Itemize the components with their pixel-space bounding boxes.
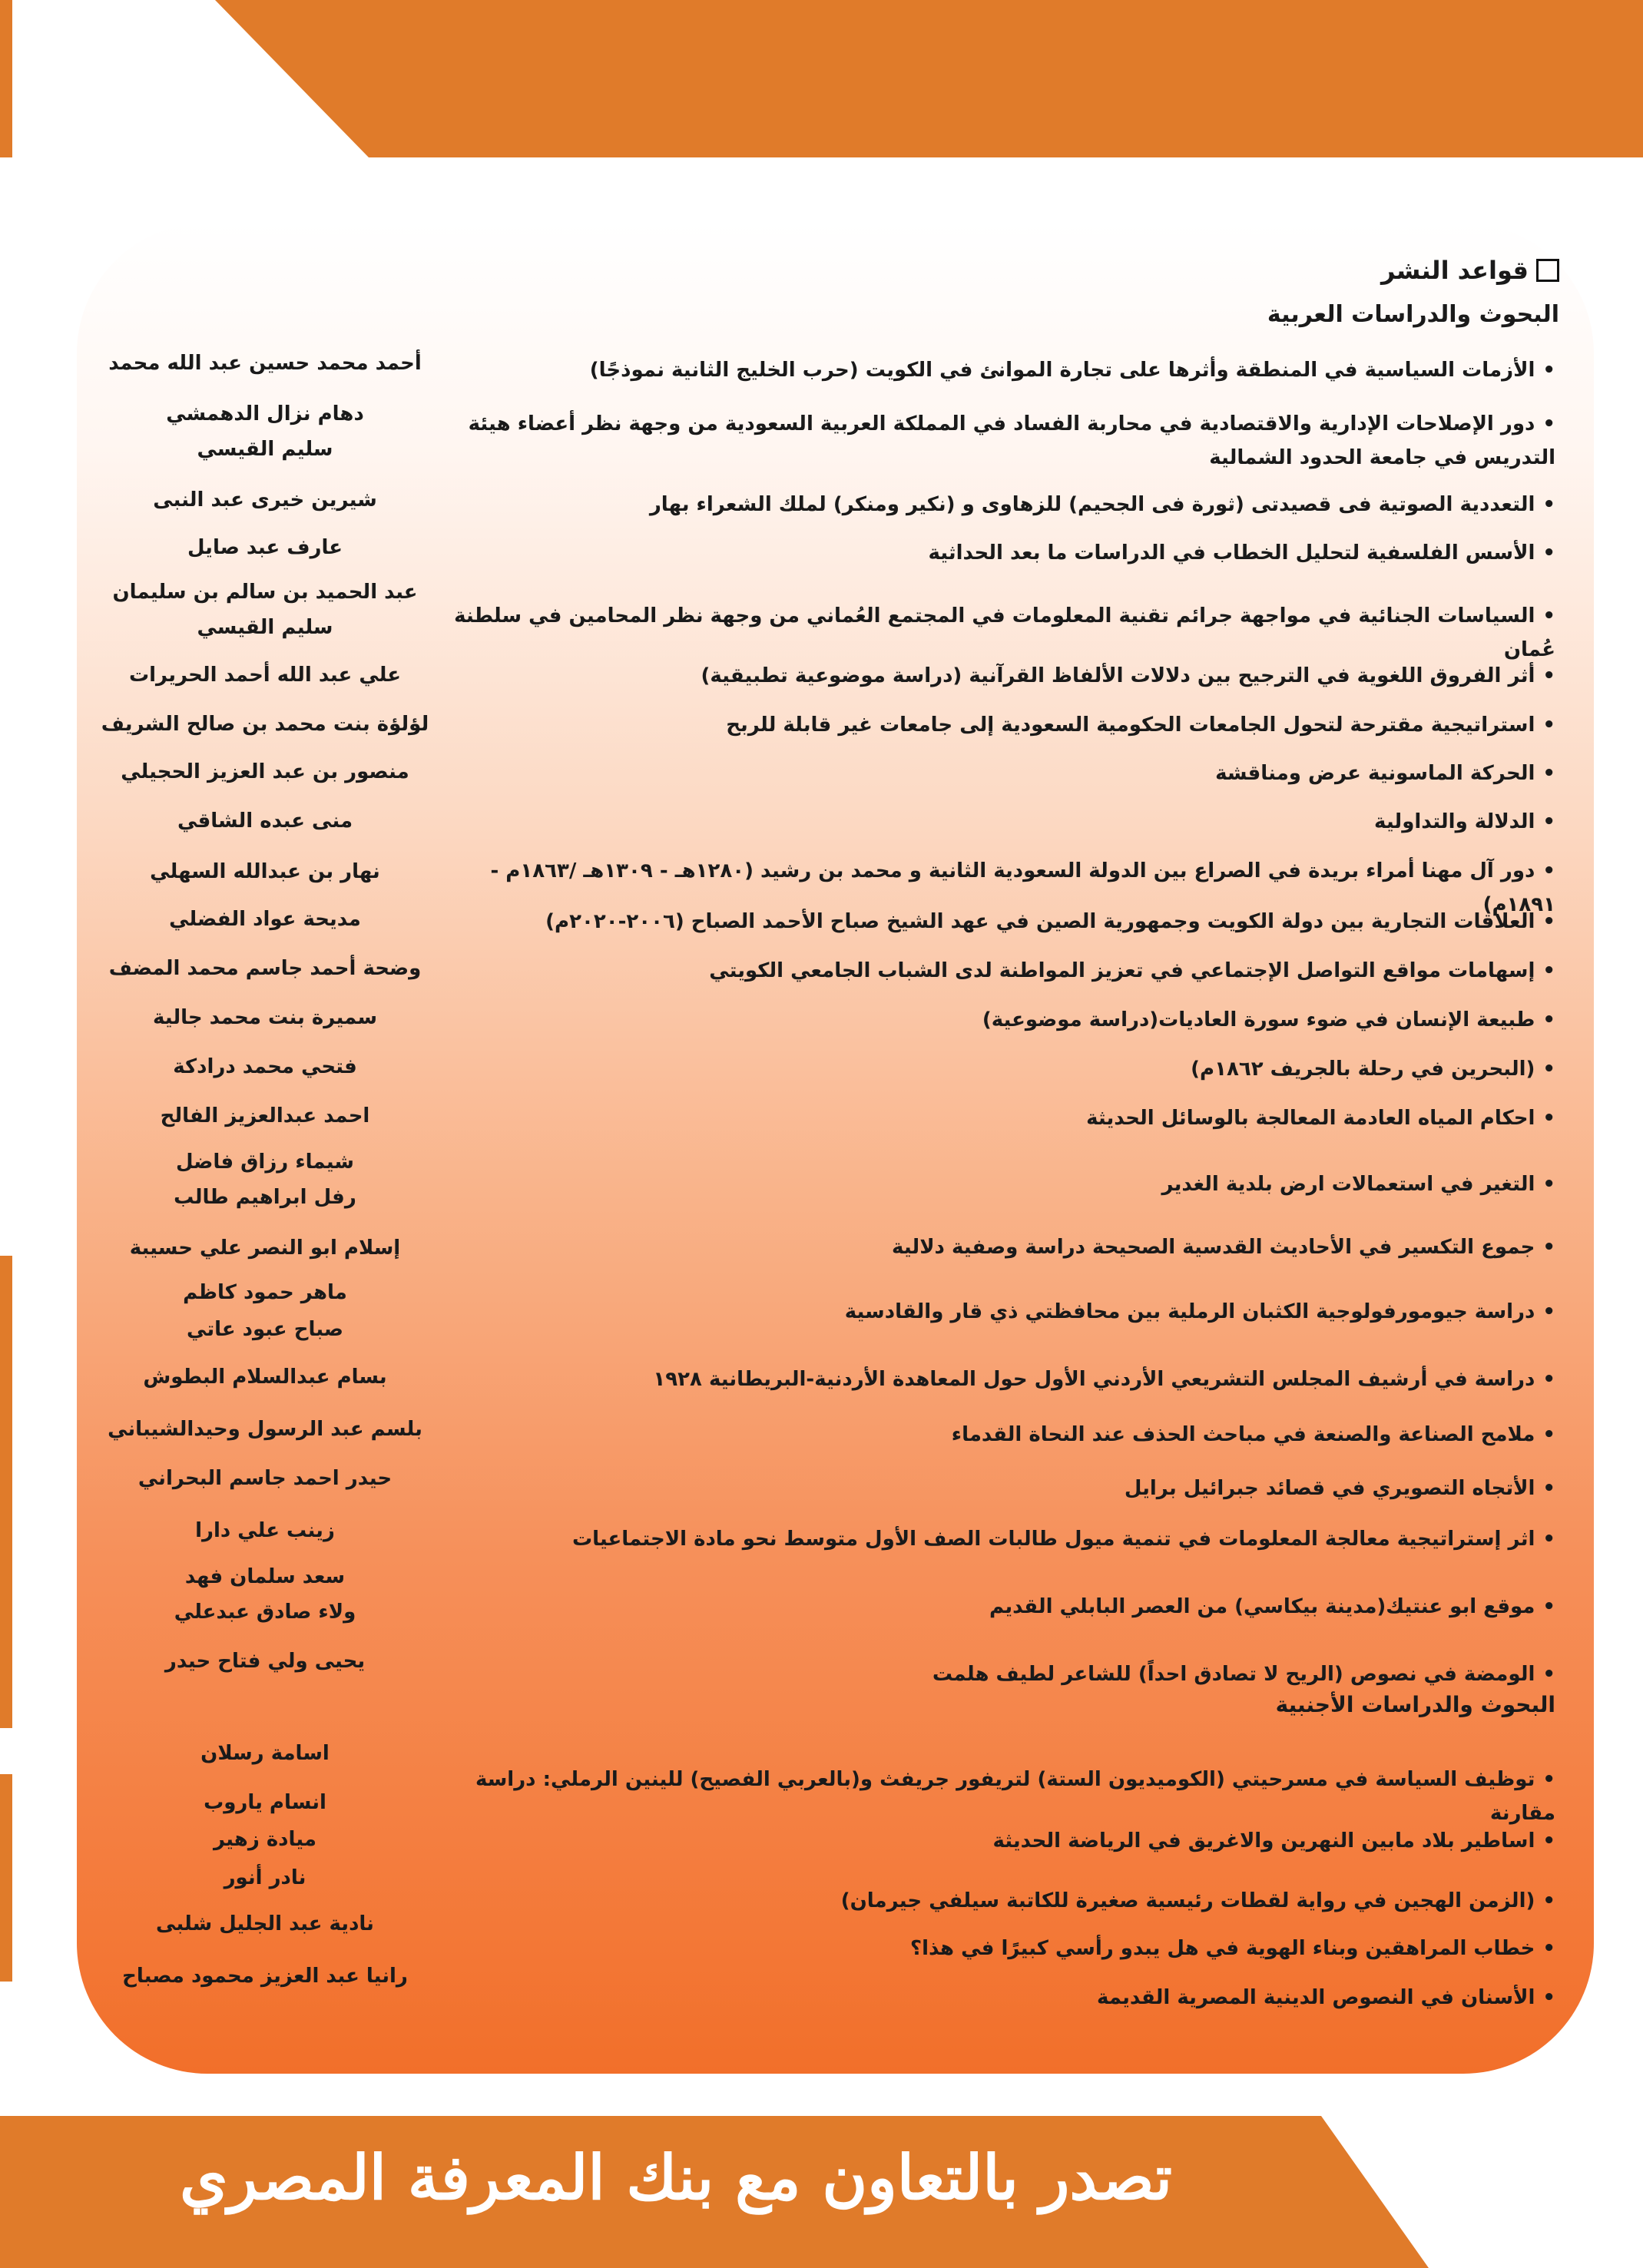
article-title [449, 1295, 1555, 1329]
article-title [449, 599, 1555, 667]
bullet-icon: • [1542, 1368, 1555, 1391]
article-title [449, 805, 1555, 839]
article-title [449, 1590, 1555, 1624]
article-title-text: استراتيجية مقترحة لتحول الجامعات الحكومية السعودية إلى جامعات غير قابلة للربح [726, 714, 1535, 737]
article-title-text: الأسنان في النصوص الدينية المصرية القديمة [1096, 1986, 1535, 2009]
bullet-icon: • [1542, 859, 1555, 882]
article-title-text: دور آل مهنا أمراء بريدة في الصراع بين الدولة السعودية الثانية و محمد بن رشيد (١٢٨٠هـ - ١٣٠٩هـ /١٨٦٣م - ١٨٩١م) [490, 859, 1555, 916]
author-name: عبد الحميد بن سالم بن سليمان [112, 581, 418, 604]
bullet-icon: • [1542, 412, 1555, 435]
bullet-icon: • [1542, 1300, 1555, 1323]
author-name: أحمد محمد حسين عبد الله محمد [108, 352, 422, 375]
article-title-text: الومضة في نصوص (الريح لا تصادق احداً) للشاعر لطيف هلمت [932, 1663, 1535, 1686]
article-title-text: (الزمن الهجين في رواية لقطات رئيسية صغيرة للكاتبة سيلفي جيرمان) [840, 1889, 1535, 1912]
article-title [449, 905, 1555, 939]
author-name: اسامة رسلان [200, 1742, 330, 1765]
footer-text: تصدر بالتعاون مع بنك المعرفة المصري [180, 2141, 1172, 2213]
bullet-icon: • [1542, 1937, 1555, 1960]
bullet-icon: • [1542, 1107, 1555, 1130]
article-title-text: إسهامات مواقع التواصل الإجتماعي في تعزيز المواطنة لدى الشباب الجامعي الكويتي [709, 959, 1535, 982]
article-title [449, 1003, 1555, 1037]
bullet-icon: • [1542, 664, 1555, 687]
bullet-icon: • [1542, 1829, 1555, 1852]
author-name: عارف عبد صايل [187, 536, 343, 559]
author-name: صباح عبود عاتي [187, 1318, 343, 1341]
article-title [449, 1884, 1555, 1918]
bullet-icon: • [1542, 1477, 1555, 1500]
author-name: فتحي محمد درادكة [173, 1055, 357, 1078]
bullet-icon: • [1542, 493, 1555, 516]
bullet-icon: • [1542, 959, 1555, 982]
checkbox-icon [1536, 259, 1559, 282]
article-title [449, 1052, 1555, 1086]
article-title-text: التغير في استعمالات ارض بلدية الغدير [1161, 1173, 1535, 1196]
article-title-text: العلاقات التجارية بين دولة الكويت وجمهورية الصين في عهد الشيخ صباح الأحمد الصباح (٢٠٠٦-٢٠٢٠م) [545, 910, 1535, 933]
bullet-icon: • [1542, 1986, 1555, 2009]
article-title [449, 1932, 1555, 1965]
article-title [449, 1763, 1555, 1830]
author-name: انسام ياروب [204, 1791, 326, 1814]
article-title-text: الحركة الماسونية عرض ومناقشة [1215, 762, 1535, 785]
article-title-text: الدلالة والتداولية [1374, 810, 1535, 833]
bullet-icon: • [1542, 541, 1555, 565]
article-title [449, 1824, 1555, 1858]
article-title [449, 1167, 1555, 1201]
author-name: وضحة أحمد جاسم محمد المضف [108, 957, 422, 980]
author-name: بسام عبدالسلام البطوش [143, 1366, 387, 1389]
article-title [449, 1472, 1555, 1505]
author-name: منى عبده الشاقي [177, 810, 353, 833]
arabic-section-heading: البحوث والدراسات العربية [1267, 301, 1559, 328]
author-name: إسلام ابو النصر علي حسيبة [129, 1237, 401, 1260]
article-title-text: التعددية الصوتية فى قصيدتى (ثورة فى الجحيم) للزهاوى و (نكير ومنكر) لملك الشعراء بهار [649, 493, 1535, 516]
bullet-icon: • [1542, 910, 1555, 933]
foreign-section-heading: البحوث والدراسات الأجنبية [1275, 1692, 1555, 1717]
article-title-text: احكام المياه العادمة المعالجة بالوسائل الحديثة [1086, 1107, 1535, 1130]
author-name: دهام نزال الدهمشي [166, 402, 364, 425]
bullet-icon: • [1542, 1595, 1555, 1618]
content-area [77, 223, 1594, 2074]
article-title-text: دراسة في أرشيف المجلس التشريعي الأردني الأول حول المعاهدة الأردنية-البريطانية ١٩٢٨ [653, 1368, 1535, 1391]
article-title [449, 1230, 1555, 1264]
article-title [449, 1981, 1555, 2015]
bullet-icon: • [1542, 762, 1555, 785]
article-title-text: اثر إستراتيجية معالجة المعلومات في تنمية ميول طالبات الصف الأول متوسط نحو مادة الاجتماعيات [571, 1528, 1535, 1551]
article-title [449, 1362, 1555, 1396]
bullet-icon: • [1542, 1173, 1555, 1196]
author-name: يحيى ولي فتاح حيدر [164, 1650, 366, 1673]
article-title-text: طبيعة الإنسان في ضوء سورة العاديات(دراسة موضوعية) [982, 1008, 1535, 1031]
author-name: علي عبد الله أحمد الحريرات [129, 664, 401, 687]
article-title [449, 659, 1555, 693]
author-name: نادر أنور [224, 1866, 306, 1889]
author-name: ميادة زهير [214, 1828, 316, 1851]
author-name: نهار بن عبدالله السهلي [150, 860, 380, 883]
left-edge-strip [0, 1256, 12, 1728]
article-title [449, 1657, 1555, 1691]
bullet-icon: • [1542, 359, 1555, 382]
article-title [449, 1101, 1555, 1135]
article-title [449, 353, 1555, 387]
bullet-icon: • [1542, 1663, 1555, 1686]
author-name: سعد سلمان فهد [184, 1565, 346, 1588]
article-title [449, 954, 1555, 988]
article-title [449, 1418, 1555, 1452]
article-title-text: الأتجاه التصويري في قصائد جبرائيل برايل [1124, 1477, 1535, 1500]
article-title-text: (البحرين في رحلة بالجريف ١٨٦٢م) [1191, 1058, 1535, 1081]
article-title-text: دور الإصلاحات الإدارية والاقتصادية في محاربة الفساد في المملكة العربية السعودية من وجهة نظر أعضاء هيئة التدريس في جامعة الحدود الشمالية [468, 412, 1555, 469]
bullet-icon: • [1542, 1423, 1555, 1446]
article-title [449, 488, 1555, 521]
author-name: سليم القيسي [197, 616, 333, 639]
author-name: ولاء صادق عبدعلي [174, 1601, 356, 1624]
bullet-icon: • [1542, 1058, 1555, 1081]
article-title-text: خطاب المراهقين وبناء الهوية في هل يبدو رأسي كبيرًا في هذا؟ [910, 1937, 1535, 1960]
author-name: ماهر حمود كاظم [183, 1281, 347, 1304]
author-name: رفل ابراهيم طالب [174, 1186, 356, 1209]
article-title-text: توظيف السياسة في مسرحيتي (الكوميديون الستة) لتريفور جريفث و(بالعربي الفصيح) للينين الرملي: دراسة مقارنة [475, 1768, 1555, 1825]
article-title [449, 1522, 1555, 1556]
author-name: مديحة عواد الفضلي [169, 908, 361, 931]
article-title-text: السياسات الجنائية في مواجهة جرائم تقنية المعلومات في المجتمع العُماني من وجهة نظر المحامين في سلطنة عُمان [454, 604, 1555, 661]
author-name: سميرة بنت محمد جالية [152, 1006, 378, 1029]
bullet-icon: • [1542, 1008, 1555, 1031]
article-title-text: الأسس الفلسفية لتحليل الخطاب في الدراسات ما بعد الحداثية [928, 541, 1535, 565]
article-title-text: موقع ابو عنتيك(مدينة بيكاسي) من العصر البابلي القديم [989, 1595, 1535, 1618]
article-title-text: أثر الفروق اللغوية في الترجيح بين دلالات الألفاظ القرآنية (دراسة موضوعية تطبيقية) [701, 664, 1535, 687]
article-title-text: اساطير بلاد مابين النهرين والاغريق في الرياضة الحديثة [992, 1829, 1535, 1852]
bullet-icon: • [1542, 1528, 1555, 1551]
article-title [449, 708, 1555, 742]
article-title [449, 757, 1555, 790]
bullet-icon: • [1542, 810, 1555, 833]
author-name: نادية عبد الجليل شلبى [156, 1912, 374, 1935]
author-name: احمد عبدالعزيز الفالح [160, 1104, 370, 1127]
article-title-text: ملامح الصناعة والصنعة في مباحث الحذف عند النحاة القدماء [951, 1423, 1535, 1446]
article-title [449, 536, 1555, 570]
article-title-text: دراسة جيومورفولوجية الكثبان الرملية بين محافظتي ذي قار والقادسية [844, 1300, 1535, 1323]
bullet-icon: • [1542, 604, 1555, 627]
author-name: لؤلؤة بنت محمد بن صالح الشريف [101, 713, 429, 736]
author-name: رانيا عبد العزيز محمود مصباح [122, 1965, 408, 1988]
bullet-icon: • [1542, 714, 1555, 737]
author-name: بلسم عبد الرسول وحيدالشيباني [108, 1418, 422, 1441]
author-name: شيماء رزاق فاضل [176, 1151, 354, 1174]
author-name: شيرين خيرى عبد النبى [153, 488, 377, 512]
article-title-text: جموع التكسير في الأحاديث القدسية الصحيحة دراسة وصفية دلالية [892, 1236, 1535, 1259]
bullet-icon: • [1542, 1236, 1555, 1259]
left-edge-strip [0, 1774, 12, 1982]
publishing-rules-heading: قواعد النشر [1381, 256, 1559, 285]
author-name: زينب علي دارا [195, 1519, 335, 1542]
bullet-icon: • [1542, 1889, 1555, 1912]
bullet-icon: • [1542, 1768, 1555, 1791]
author-name: سليم القيسي [197, 438, 333, 461]
article-title [449, 407, 1555, 475]
article-title-text: الأزمات السياسية في المنطقة وأثرها على تجارة الموانئ في الكويت (حرب الخليج الثانية نموذجًا) [589, 359, 1535, 382]
author-name: حيدر احمد جاسم البحراني [137, 1467, 393, 1490]
top-orange-banner [0, 0, 1643, 157]
author-name: منصور بن عبد العزيز الحجيلي [121, 760, 409, 783]
